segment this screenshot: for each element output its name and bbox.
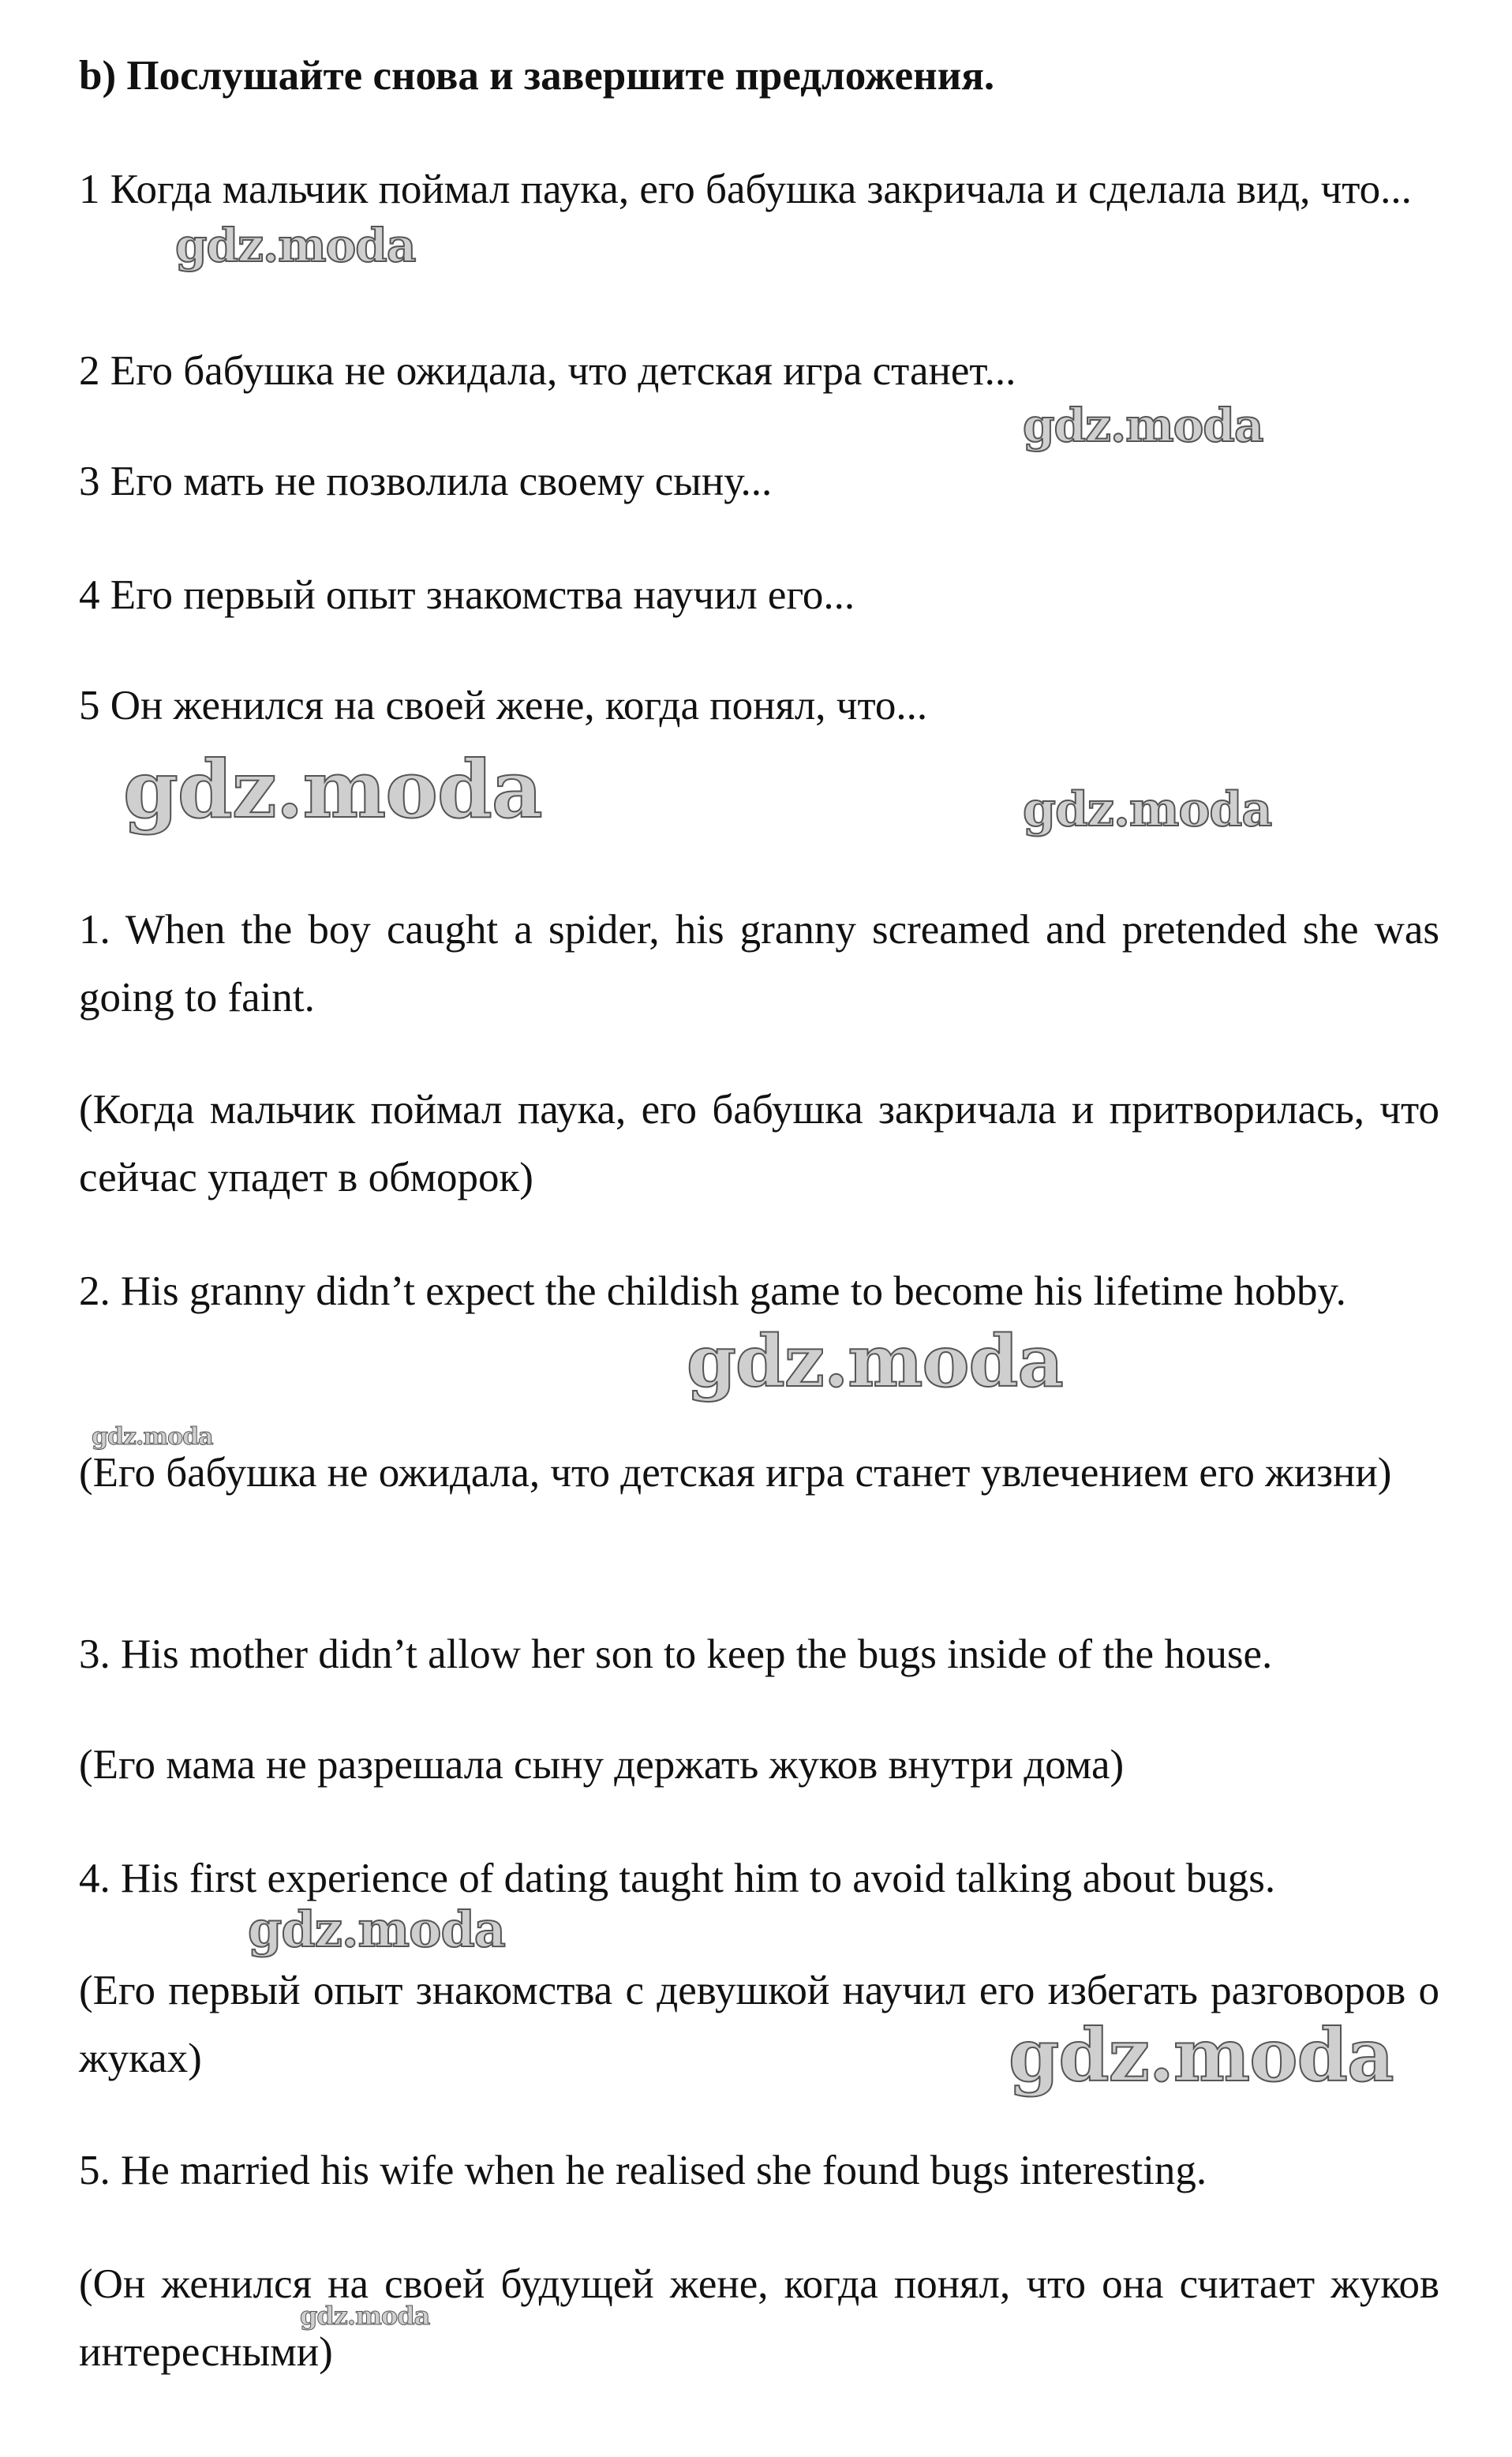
prompt-1: 1 Когда мальчик поймал паука, его бабушка закричала и сделала вид, что... bbox=[79, 167, 1412, 212]
answer-2-english: 2. His granny didn’t expect the childish game to become his lifetime hobby. bbox=[79, 1268, 1346, 1314]
exercise-heading: b) Послушайте снова и завершите предложения. bbox=[79, 53, 995, 99]
answer-2-russian: (Его бабушка не ожидала, что детская игра станет увлечением его жизни) bbox=[79, 1450, 1392, 1496]
answer-4-english: 4. His first experience of dating taught him to avoid talking about bugs. bbox=[79, 1856, 1276, 1901]
answer-5-english: 5. He married his wife when he realised she found bugs interesting. bbox=[79, 2148, 1207, 2193]
watermark: gdz.moda bbox=[1023, 782, 1272, 837]
prompt-4: 4 Его первый опыт знакомства научил его... bbox=[79, 572, 855, 618]
watermark: gdz.moda bbox=[1023, 399, 1263, 452]
prompt-5: 5 Он женился на своей жене, когда понял, что... bbox=[79, 683, 928, 728]
answer-3-russian: (Его мама не разрешала сыну держать жуков внутри дома) bbox=[79, 1742, 1125, 1788]
answer-1-english: 1. When the boy caught a spider, his granny screamed and pretended she was going to faint. bbox=[79, 907, 1439, 1021]
prompt-3: 3 Его мать не позволила своему сыну... bbox=[79, 459, 773, 504]
watermark: gdz.moda bbox=[687, 1320, 1063, 1403]
watermark: gdz.moda bbox=[1009, 2013, 1394, 2098]
answer-3-english: 3. His mother didn’t allow her son to keep the bugs inside of the house. bbox=[79, 1631, 1273, 1677]
watermark: gdz.moda bbox=[123, 743, 542, 836]
watermark: gdz.moda bbox=[300, 2301, 430, 2331]
answer-1-russian: (Когда мальчик поймал паука, его бабушка закричала и притворилась, что сейчас упадет в обморок) bbox=[79, 1087, 1439, 1200]
answer-4-russian: (Его первый опыт знакомства с девушкой научил его избегать разговоров о жуках) bbox=[79, 1968, 1439, 2081]
answer-5-russian: (Он женился на своей будущей жене, когда понял, что она считает жуков интересными) bbox=[79, 2261, 1439, 2375]
watermark: gdz.moda bbox=[175, 219, 416, 272]
prompt-2: 2 Его бабушка не ожидала, что детская игра станет... bbox=[79, 348, 1016, 394]
watermark: gdz.moda bbox=[92, 1423, 213, 1451]
watermark: gdz.moda bbox=[248, 1901, 505, 1958]
